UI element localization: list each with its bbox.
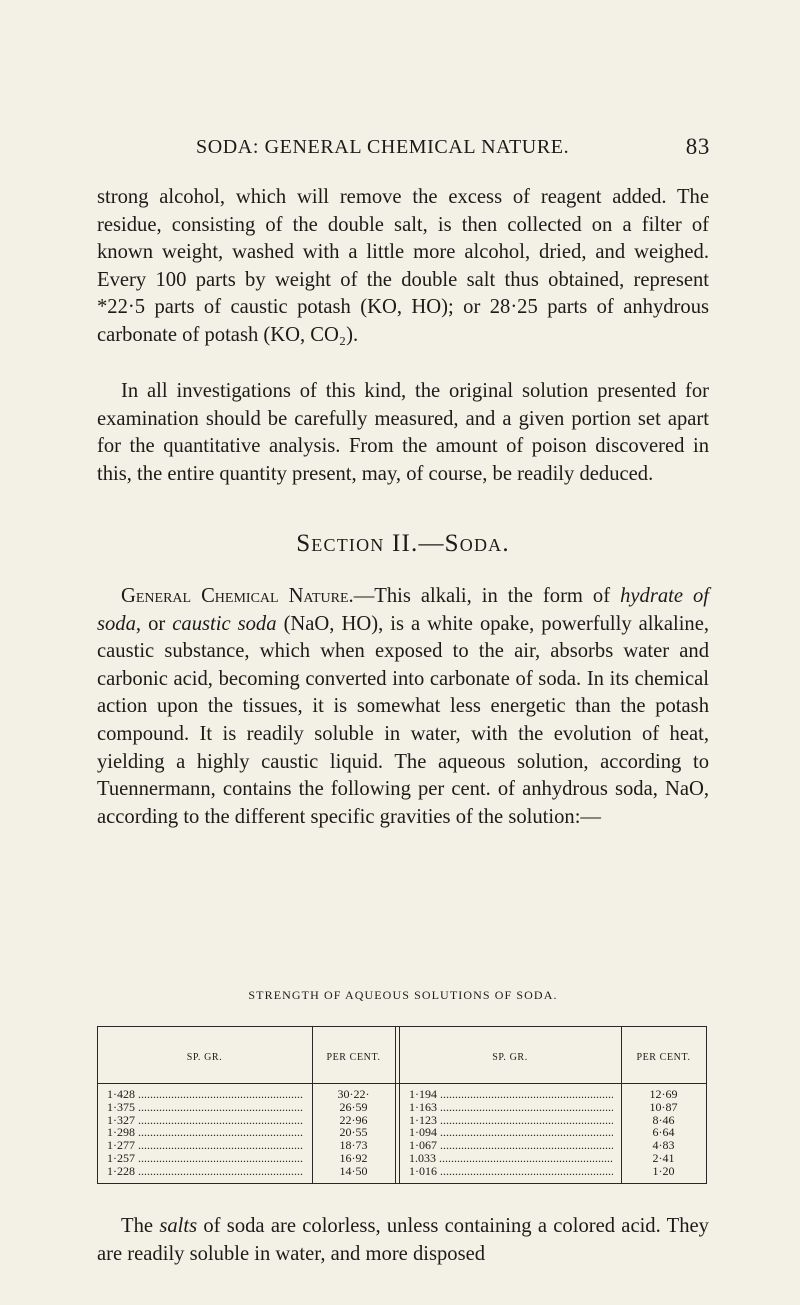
paragraph-4-italic: salts [159, 1215, 198, 1237]
paragraph-3-italic-1: hydrate of soda [97, 585, 710, 635]
paragraph-3 [97, 583, 709, 831]
table-cell: 30·22· [337, 1088, 370, 1101]
table-cell: 2·41 [652, 1151, 675, 1165]
paragraph-4 [97, 1213, 709, 1268]
paragraph-3-text-2: , or [135, 612, 166, 635]
header-sp-gr-right: SP. GR. [492, 1052, 528, 1063]
table-cell: 1·228 ..... [107, 1165, 303, 1178]
table-cell: 18·73 [339, 1139, 368, 1152]
table-cell: 1·123 ..... [409, 1114, 613, 1127]
table-left-border [97, 1026, 98, 1184]
table-cell: 6·64 [652, 1126, 675, 1140]
paragraph-3-lead: General Chemical Nature. [121, 585, 354, 607]
table-cell: 1·194 ..... [409, 1088, 613, 1101]
table-cell: 1·067 ..... [409, 1139, 613, 1152]
running-title: SODA: GENERAL CHEMICAL NATURE. [196, 136, 570, 158]
table-cell: 10·87 [649, 1100, 678, 1114]
table-cell: 1·094 ..... [409, 1126, 613, 1139]
table-column-divider-2 [395, 1026, 396, 1184]
table-cell: 1·257 ..... [107, 1152, 303, 1165]
column-sp-gr-left [107, 1088, 303, 1178]
table-cell: 14·50 [339, 1164, 368, 1178]
table-right-border [706, 1026, 707, 1184]
table-cell: 1·428 ..... [107, 1088, 303, 1101]
table-cell: 1·016 ..... [409, 1165, 613, 1178]
soda-strength-table [97, 1026, 707, 1184]
paragraph-3-text-1: —This alkali, in the form of [353, 585, 611, 607]
paragraph-4-text-1: The [121, 1215, 154, 1237]
table-cell: 16·92 [339, 1151, 368, 1165]
table-cell: 1·20 [652, 1164, 675, 1178]
header-per-cent-left: PER CENT. [326, 1052, 381, 1063]
page-number: 83 [685, 134, 710, 159]
paragraph-3-italic-2: caustic soda [172, 612, 277, 635]
section-heading: Section II.—Soda. [296, 530, 510, 557]
table-cell: 1.033 ..... [409, 1152, 613, 1165]
table-cell: 8·46 [652, 1113, 675, 1127]
table-cell: 4·83 [652, 1139, 675, 1152]
header-sp-gr-left: SP. GR. [186, 1052, 223, 1063]
table-cell: 26·59 [339, 1100, 368, 1114]
table-cell: 12·69 [649, 1088, 678, 1101]
column-per-cent-left [312, 1088, 395, 1178]
table-column-divider-3 [399, 1026, 400, 1184]
column-per-cent-right [621, 1088, 706, 1178]
table-cell: 1·298 ..... [107, 1126, 303, 1139]
table-header-rule [97, 1083, 707, 1084]
header-per-cent-right: PER CENT. [636, 1052, 691, 1063]
table-cell: 22·96 [339, 1113, 368, 1127]
column-sp-gr-right [409, 1088, 613, 1178]
paragraph-2: In all investigations of this kind, the original solution presented for examination should be carefully measured, and a given portion set apart for the quantitative analysis. From the amount of poison discovered in this, the entire quantity present, may, of course, be readily deduced. [97, 380, 709, 485]
table-top-rule [97, 1026, 707, 1027]
paragraph-3-text-3: (NaO, HO), is a white opake, powerfully alkaline, caustic substance, which when exposed to the air, absorbs water and carbonic acid, becoming converted into carbonate of soda. In its chemical action upon the tissues, it is somewhat less energetic than the potash compound. It is readily soluble in water, with the evolution of heat, yielding a highly caustic liquid. The aqueous solution, according to Tuennermann, contains the following per cent. of anhydrous soda, NaO, according to the different specific gravities of the solution:— [97, 612, 709, 828]
table-cell: 20·55 [339, 1126, 368, 1140]
table-cell: 1·277 ..... [107, 1139, 303, 1152]
table-cell: 1·327 ..... [107, 1114, 303, 1127]
table-title: STRENGTH OF AQUEOUS SOLUTIONS OF SODA. [248, 988, 558, 1002]
paragraph-1: strong alcohol, which will remove the excess of reagent added. The residue, consisting of the double salt, is then collected on a filter of known weight, washed with a little more alcohol, dried, and weighed. Every 100 parts by weight of the double salt thus obtained, represent *22·5 parts of caustic potash (KO, HO); or 28·25 parts of anhydrous carbonate of potash (KO, CO₂). [97, 186, 709, 346]
table-cell: 1·163 ..... [409, 1101, 613, 1114]
table-bottom-rule [97, 1183, 707, 1184]
paragraph-4-text-2: of soda are colorless, unless containing a colored acid. They are readily soluble in water, and more disposed [97, 1215, 709, 1265]
table-cell: 1·375 ..... [107, 1101, 303, 1114]
